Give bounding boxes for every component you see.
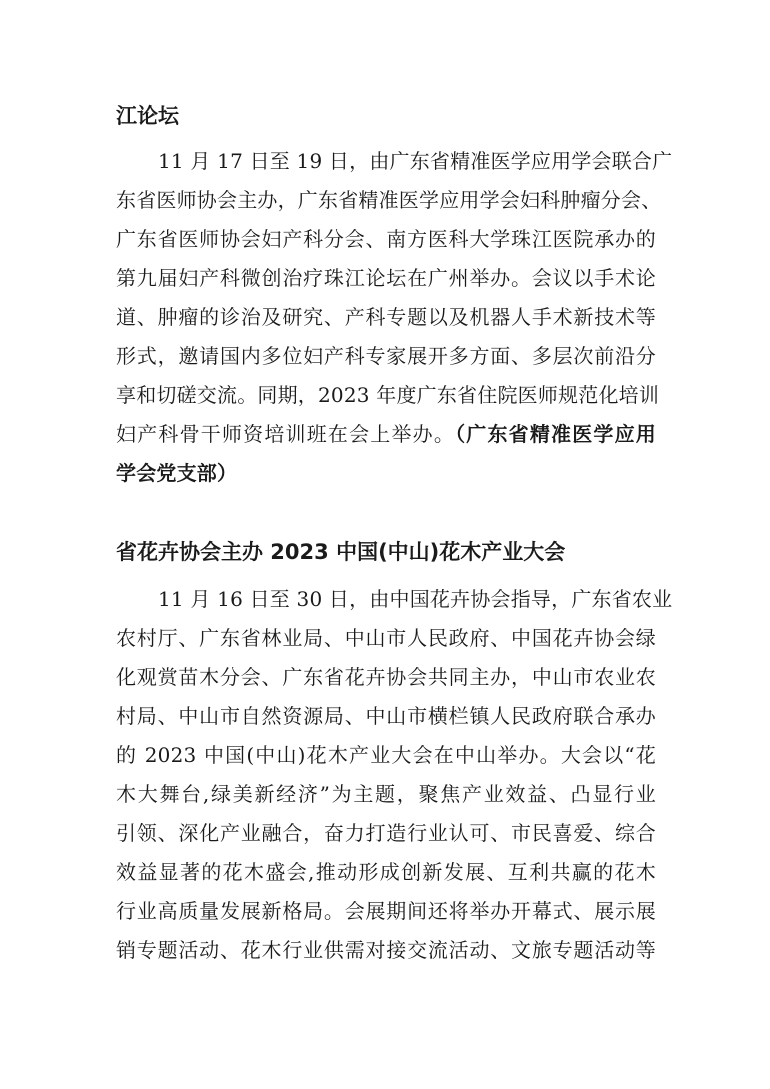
paragraph-line: 11 月 17 日至 19 日，由广东省精准医学应用学会联合广 (158, 149, 673, 173)
paragraph-line: 农村厅、广东省林业局、中山市人民政府、中国花卉协会绿 (116, 626, 656, 650)
paragraph-line: 引领、深化产业融合，奋力打造行业认可、市民喜爱、综合 (116, 821, 656, 845)
paragraph-line: 效益显著的花木盛会,推动形成创新发展、互利共赢的花木 (116, 860, 656, 884)
paragraph-line: 化观赏苗木分会、广东省花卉协会共同主办，中山市农业农 (116, 665, 656, 689)
paragraph-line: 享和切磋交流。同期，2023 年度广东省住院医师规范化培训 (116, 383, 660, 407)
paragraph-line: 木大舞台,绿美新经济”为主题，聚焦产业效益、凸显行业 (116, 782, 656, 806)
paragraph-line: 的 2023 中国(中山)花木产业大会在中山举办。大会以“花 (116, 743, 656, 767)
paragraph-line: 东省医师协会主办，广东省精准医学应用学会妇科肿瘤分会、 (116, 188, 662, 212)
source-attribution: 学会党支部） (116, 461, 238, 485)
section-heading: 江论坛 (116, 104, 179, 128)
paragraph-line: 行业高质量发展新格局。会展期间还将举办开幕式、展示展 (116, 899, 656, 923)
paragraph-line: 广东省医师协会妇产科分会、南方医科大学珠江医院承办的 (116, 227, 656, 251)
paragraph-line (116, 418, 656, 447)
paragraph-line: 形式，邀请国内多位妇产科专家展开多方面、多层次前沿分 (116, 344, 656, 368)
paragraph-text: 妇产科骨干师资培训班在会上举办。 (116, 422, 456, 446)
paragraph-line: 村局、中山市自然资源局、中山市横栏镇人民政府联合承办 (116, 704, 656, 728)
section-heading: 省花卉协会主办 2023 中国(中山)花木产业大会 (116, 540, 566, 564)
paragraph-line: 11 月 16 日至 30 日，由中国花卉协会指导，广东省农业 (158, 587, 673, 611)
paragraph-line: 道、肿瘤的诊治及研究、产科专题以及机器人手术新技术等 (116, 305, 656, 329)
paragraph-line (116, 457, 656, 486)
paragraph-line: 销专题活动、花木行业供需对接交流活动、文旅专题活动等 (116, 938, 656, 962)
source-attribution: （广东省精准医学应用 (455, 422, 657, 446)
paragraph-line: 第九届妇产科微创治疗珠江论坛在广州举办。会议以手术论 (116, 266, 656, 290)
